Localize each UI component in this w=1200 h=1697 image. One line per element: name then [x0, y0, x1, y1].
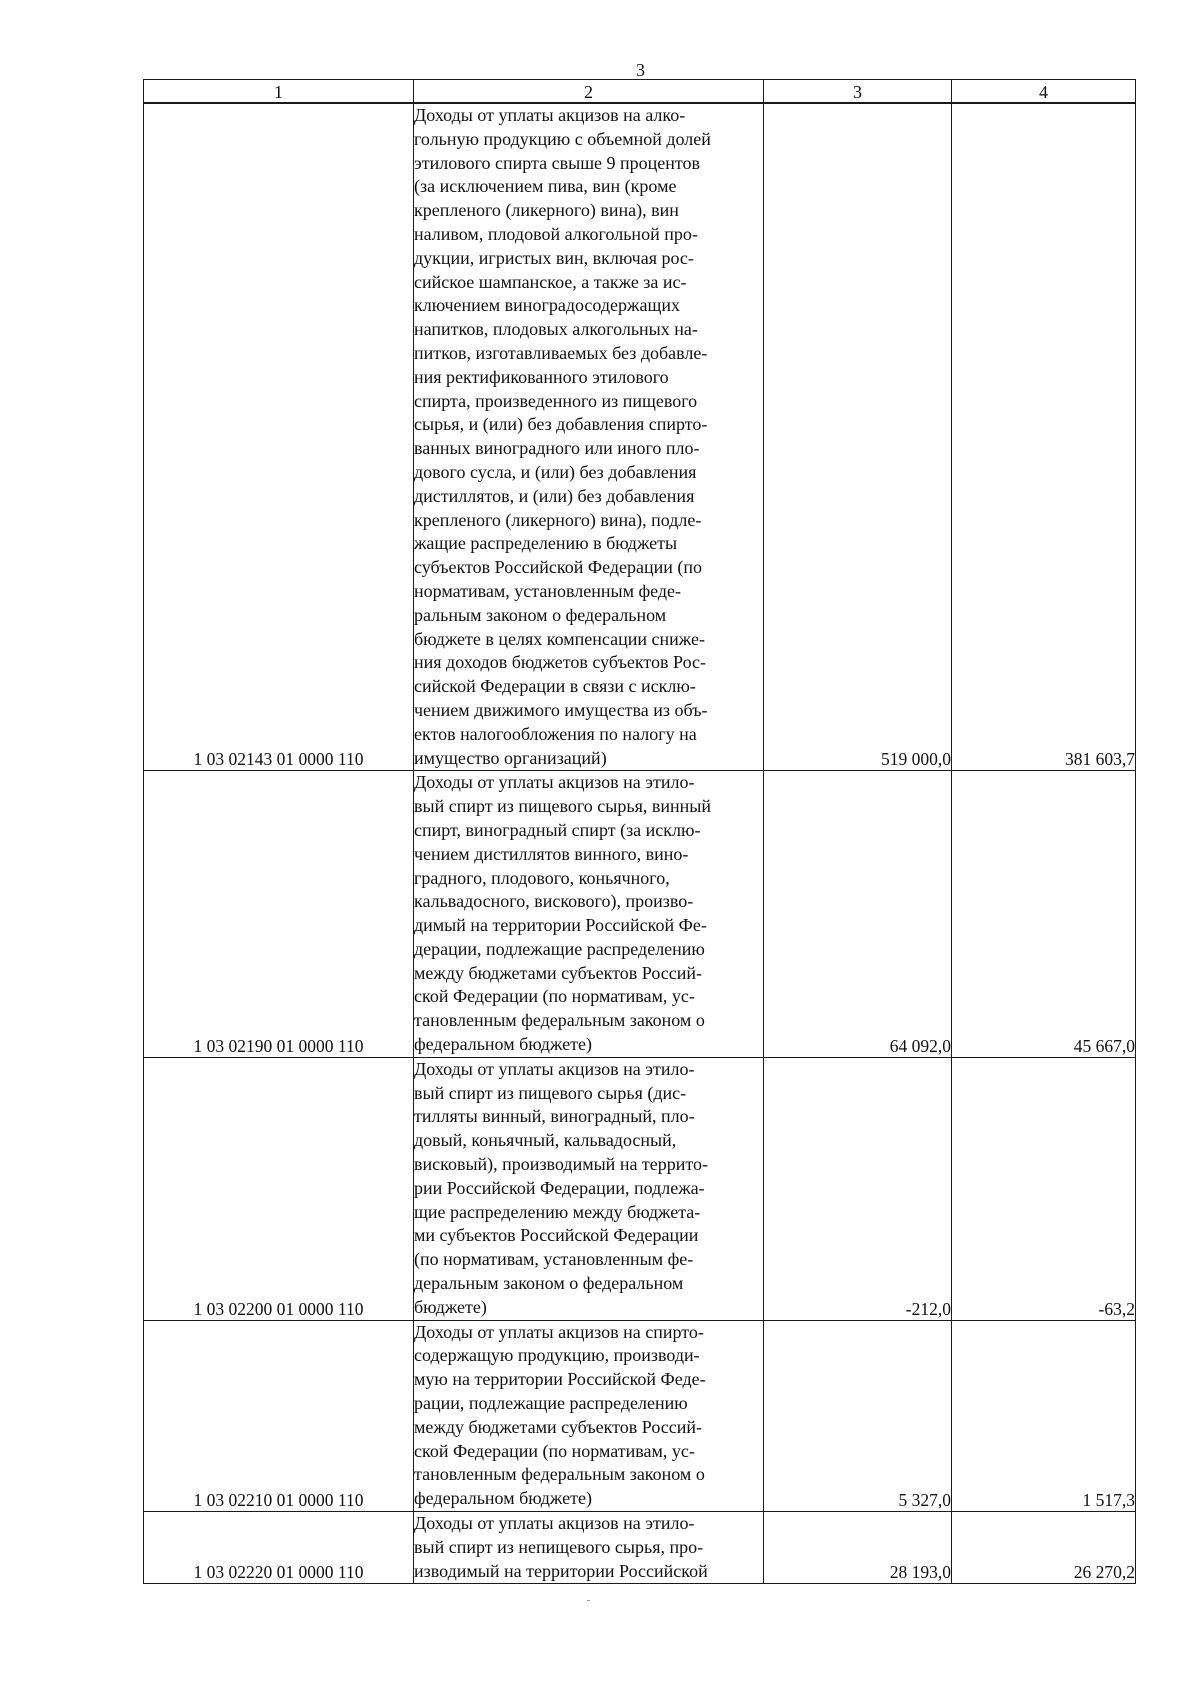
description-line: этилового спирта свыше 9 процентов	[414, 152, 701, 173]
description-line: федеральном бюджете)	[414, 1034, 592, 1055]
description-line: дерации, подлежащие распределению	[414, 938, 705, 959]
description-cell	[414, 103, 764, 771]
description-line: Доходы от уплаты акцизов на алко-	[414, 105, 686, 125]
description-line: спирта, произведенного из пищевого	[414, 390, 698, 411]
description-line: щие распределению между бюджета-	[414, 1201, 701, 1222]
description-line: Доходы от уплаты акцизов на этило-	[414, 1058, 695, 1079]
description-cell	[414, 1512, 764, 1584]
description-cell	[414, 1320, 764, 1511]
description-line: вый спирт из пищевого сырья, винный	[414, 796, 711, 817]
description-line: кальвадосного, вискового), произво-	[414, 891, 694, 912]
description-line: мую на территории Российской Феде-	[414, 1369, 706, 1390]
description-line: крепленого (ликерного) вина), подле-	[414, 509, 702, 530]
description-line: ской Федерации (по нормативам, ус-	[414, 986, 695, 1007]
description-line: Доходы от уплаты акцизов на этило-	[414, 772, 695, 793]
description-line: жащие распределению в бюджеты	[414, 533, 678, 554]
description-line: бюджете в целях компенсации сниже-	[414, 628, 705, 649]
description-line: ния доходов бюджетов субъектов Рос-	[414, 652, 707, 673]
description-line: ния ректификованного этилового	[414, 366, 669, 387]
description-line: нормативам, установленным феде-	[414, 580, 682, 601]
description-line: вый спирт из непищевого сырья, про-	[414, 1536, 704, 1557]
header-row	[144, 80, 1136, 104]
table-row	[144, 1512, 1136, 1584]
description-line: крепленого (ликерного) вина), вин	[414, 200, 679, 221]
description-line: сийской Федерации в связи с исклю-	[414, 676, 696, 697]
description-line: чением движимого имущества из объ-	[414, 699, 708, 720]
column-header-2: 2	[414, 80, 764, 104]
amount-col3-cell: 5 327,0	[764, 1320, 952, 1511]
description-line: висковый), производимый на террито-	[414, 1154, 709, 1175]
amount-col4-cell: 1 517,3	[952, 1320, 1136, 1511]
description-line: (по нормативам, установленным фе-	[414, 1249, 694, 1270]
table-row	[144, 103, 1136, 771]
description-line: сырья, и (или) без добавления спирто-	[414, 414, 708, 435]
description-line: тилляты винный, виноградный, пло-	[414, 1106, 695, 1127]
description-line: Доходы от уплаты акцизов на этило-	[414, 1513, 695, 1534]
budget-code-cell: 1 03 02210 01 0000 110	[144, 1320, 414, 1511]
table-row	[144, 1057, 1136, 1320]
description-line: тановленным федеральным законом о	[414, 1464, 705, 1485]
amount-col3-cell: 519 000,0	[764, 103, 952, 771]
description-line: деральным законом о федеральном	[414, 1273, 684, 1294]
page-number: 3	[636, 60, 645, 80]
description-line: рии Российской Федерации, подлежа-	[414, 1177, 705, 1198]
description-line: дистиллятов, и (или) без добавления	[414, 485, 695, 506]
description-line: между бюджетами субъектов Россий-	[414, 1416, 703, 1437]
description-line: дового сусла, и (или) без добавления	[414, 461, 697, 482]
description-line: димый на территории Российской Фе-	[414, 915, 707, 936]
description-line: содержащую продукцию, производи-	[414, 1345, 700, 1366]
description-line: ральным законом о федеральном	[414, 604, 667, 625]
description-line: ми субъектов Российской Федерации	[414, 1225, 699, 1246]
description-line: тановленным федеральным законом о	[414, 1010, 705, 1031]
table-body	[144, 103, 1136, 1584]
description-line: сийское шампанское, а также за ис-	[414, 271, 687, 292]
description-line: питков, изготавливаемых без добавле-	[414, 342, 708, 363]
amount-col3-cell: -212,0	[764, 1057, 952, 1320]
column-header-4: 4	[952, 80, 1136, 104]
column-header-1: 1	[144, 80, 414, 104]
amount-col3-cell: 64 092,0	[764, 771, 952, 1058]
budget-code-cell: 1 03 02190 01 0000 110	[144, 771, 414, 1058]
description-line: ванных виноградного или иного пло-	[414, 438, 700, 459]
description-line: федеральном бюджете)	[414, 1488, 592, 1509]
amount-col4-cell: 45 667,0	[952, 771, 1136, 1058]
description-line: напитков, плодовых алкогольных на-	[414, 319, 698, 340]
table-row	[144, 771, 1136, 1058]
description-cell	[414, 771, 764, 1058]
amount-col4-cell: 381 603,7	[952, 103, 1136, 771]
column-header-3: 3	[764, 80, 952, 104]
description-line: чением дистиллятов винного, вино-	[414, 843, 689, 864]
description-line: субъектов Российской Федерации (по	[414, 557, 702, 578]
description-line: довый, коньячный, кальвадосный,	[414, 1130, 677, 1151]
description-line: вый спирт из пищевого сырья (дис-	[414, 1082, 687, 1103]
scan-mark	[587, 1600, 590, 1601]
description-line: изводимый на территории Российской	[414, 1560, 708, 1581]
amount-col3-cell: 28 193,0	[764, 1512, 952, 1584]
description-line: имущество организаций)	[414, 747, 607, 768]
description-line: (за исключением пива, вин (кроме	[414, 176, 677, 197]
revenue-table	[143, 79, 1136, 1584]
description-line: наливом, плодовой алкогольной про-	[414, 223, 698, 244]
description-line: Доходы от уплаты акцизов на спирто-	[414, 1321, 704, 1342]
description-line: дукции, игристых вин, включая рос-	[414, 247, 694, 268]
budget-code-cell: 1 03 02220 01 0000 110	[144, 1512, 414, 1584]
table-row	[144, 1320, 1136, 1511]
description-line: спирт, виноградный спирт (за исклю-	[414, 819, 701, 840]
description-line: градного, плодового, коньячного,	[414, 867, 670, 888]
description-line: ключением виноградосодержащих	[414, 295, 680, 316]
amount-col4-cell: 26 270,2	[952, 1512, 1136, 1584]
description-cell	[414, 1057, 764, 1320]
description-line: рации, подлежащие распределению	[414, 1393, 688, 1414]
amount-col4-cell: -63,2	[952, 1057, 1136, 1320]
description-line: гольную продукцию с объемной долей	[414, 128, 711, 149]
budget-code-cell: 1 03 02200 01 0000 110	[144, 1057, 414, 1320]
description-line: между бюджетами субъектов Россий-	[414, 962, 703, 983]
description-line: бюджете)	[414, 1296, 487, 1317]
budget-code-cell: 1 03 02143 01 0000 110	[144, 103, 414, 771]
description-line: ектов налогообложения по налогу на	[414, 723, 697, 744]
description-line: ской Федерации (по нормативам, ус-	[414, 1440, 695, 1461]
